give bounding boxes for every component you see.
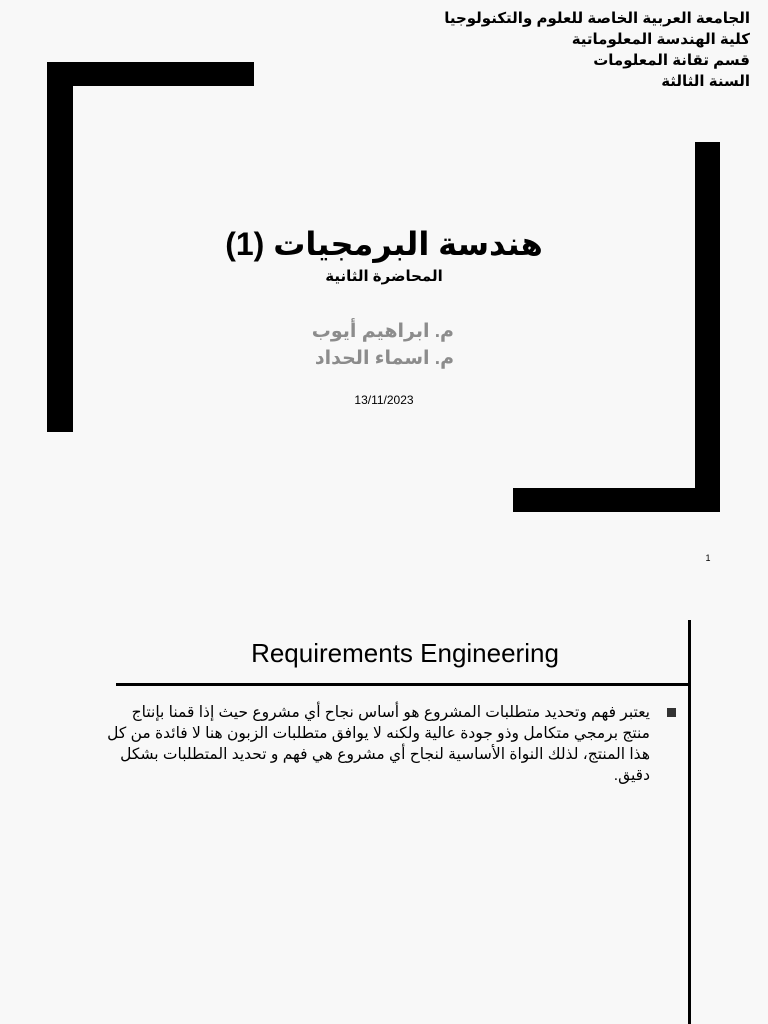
university-header bbox=[444, 8, 750, 92]
list-item bbox=[100, 702, 678, 786]
title-underline bbox=[116, 683, 691, 686]
bullet-list bbox=[100, 702, 678, 786]
university-name: الجامعة العربية الخاصة للعلوم والتكنولوجيا bbox=[444, 10, 750, 27]
lecturer-name: م. اسماء الحداد bbox=[314, 348, 454, 369]
page-number: 1 bbox=[705, 553, 711, 563]
content-slide bbox=[0, 580, 768, 1024]
slide-title: Requirements Engineering bbox=[251, 638, 559, 668]
frame-bar-bottom-right-horizontal bbox=[513, 488, 720, 512]
vertical-rule bbox=[688, 620, 691, 1024]
bullet-text: يعتبر فهم وتحديد متطلبات المشروع هو أساس نجاح أي مشروع حيث إذا قمنا بإنتاج منتج برمجي متكامل وذو جودة عالية ولكنه لا يوافق متطلبات الزبون هنا لا فائدة من كل هذا المنتج، لذلك النواة الأساسية لنجاح أي مشروع هي فهم و تحديد المتطلبات بشكل دقيق. bbox=[107, 704, 650, 784]
academic-year: السنة الثالثة bbox=[661, 73, 750, 90]
lecture-subtitle: المحاضرة الثانية bbox=[325, 268, 443, 285]
lecturer-list bbox=[310, 318, 454, 372]
frame-bar-top-left-horizontal bbox=[47, 62, 254, 86]
frame-bar-bottom-right-vertical bbox=[695, 142, 720, 512]
faculty-name: كلية الهندسة المعلوماتية bbox=[571, 31, 750, 48]
department-name: قسم تقانة المعلومات bbox=[593, 52, 750, 69]
course-title: هندسة البرمجيات (1) bbox=[225, 226, 543, 262]
lecturer-name: م. ابراهيم أيوب bbox=[311, 321, 454, 342]
square-bullet-icon bbox=[667, 708, 676, 717]
lecture-date: 13/11/2023 bbox=[354, 393, 414, 407]
